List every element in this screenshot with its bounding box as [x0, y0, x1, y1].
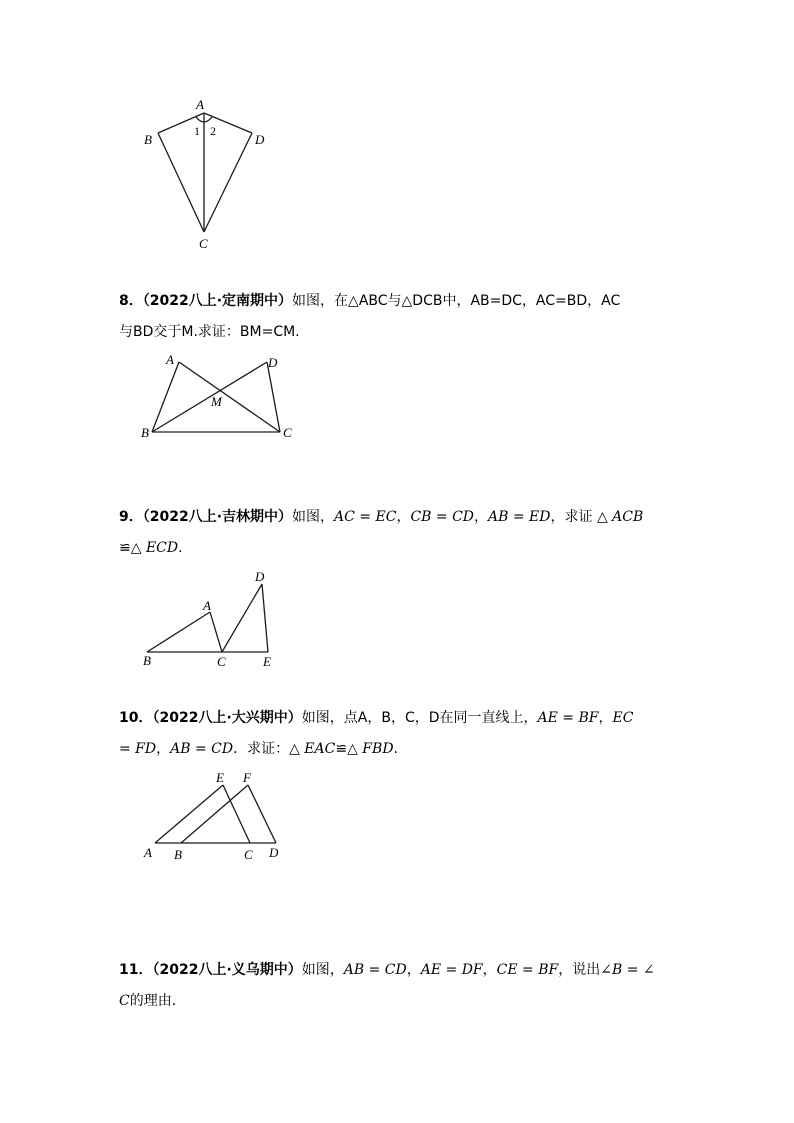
- q8-line-1: [119, 286, 679, 317]
- q10-condition-2a: EC: [612, 710, 634, 726]
- segment-ab: [152, 362, 179, 432]
- q11-number: 11．: [119, 962, 153, 978]
- label-a: A: [144, 845, 152, 860]
- q9-sep-2: ，: [474, 509, 489, 525]
- label-e: E: [216, 770, 224, 785]
- figure-q9: [135, 568, 285, 673]
- label-b: B: [143, 653, 151, 668]
- q9-goal-2: △ ECD: [130, 540, 179, 556]
- q9-line-1: [119, 502, 679, 533]
- label-a: A: [203, 598, 211, 613]
- segment-bc: [158, 133, 204, 232]
- segment-dc: [204, 133, 252, 232]
- question-9: [119, 502, 679, 564]
- q11-line-2: [119, 986, 679, 1017]
- q9-prove-lead: ，求证: [550, 509, 593, 525]
- q10-sep-1: ，: [598, 710, 613, 726]
- q9-condition-2: CB = CD: [410, 509, 475, 525]
- q10-condition-1: AE = BF: [537, 710, 599, 726]
- q8-number: 8．: [119, 293, 143, 309]
- q8-text-1: 如图，在△ABC与△DCB中，AB=DC，AC=BD，AC: [292, 293, 621, 309]
- q10-line-1: [119, 703, 679, 734]
- label-b: B: [174, 847, 182, 862]
- segment-bf: [181, 785, 248, 843]
- label-angle-2: 2: [210, 124, 216, 138]
- q9-condition-1: AC = EC: [334, 509, 397, 525]
- label-angle-1: 1: [194, 124, 200, 138]
- label-b: B: [144, 132, 152, 147]
- q10-source: （2022八上·大兴期中）: [152, 710, 302, 726]
- label-f: F: [243, 770, 251, 785]
- segment-fd: [248, 785, 276, 843]
- q10-text-1: 如图，点A，B，C，D在同一直线上，: [301, 710, 538, 726]
- q11-condition-3: CE = BF: [496, 962, 559, 978]
- label-c: C: [244, 847, 253, 862]
- q9-source: （2022八上·吉林期中）: [142, 509, 293, 525]
- label-c: C: [217, 654, 226, 669]
- label-d: D: [268, 355, 278, 370]
- q10-prove-lead: ．求证：: [233, 741, 290, 757]
- label-c: C: [283, 425, 292, 440]
- q11-condition-1: AB = CD: [343, 962, 407, 978]
- q11-sep-1: ，: [406, 962, 421, 978]
- q9-goal-rel: ≌: [119, 540, 131, 556]
- label-d: D: [269, 845, 279, 860]
- q9-end: .: [178, 540, 183, 556]
- segment-bd: [152, 362, 267, 432]
- q11-sep-2: ，: [482, 962, 497, 978]
- question-8: [119, 286, 679, 348]
- q11-source: （2022八上·义乌期中）: [152, 962, 302, 978]
- q8-text-2: 与BD交于M.求证：BM=CM.: [119, 324, 300, 340]
- q9-number: 9．: [119, 509, 143, 525]
- q9-text-1: 如图，: [292, 509, 335, 525]
- label-c: C: [199, 236, 208, 251]
- q11-goal-1: ∠B = ∠: [600, 962, 655, 978]
- q11-line-1: [119, 955, 679, 986]
- segment-ae: [155, 785, 223, 843]
- segment-ac: [210, 612, 222, 652]
- segment-ba: [147, 612, 210, 652]
- q9-sep-1: ，: [396, 509, 411, 525]
- q9-condition-3: AB = ED: [488, 509, 551, 525]
- segment-ec: [223, 785, 250, 843]
- segment-cd: [267, 362, 280, 432]
- q11-ask-lead: ，说出: [558, 962, 601, 978]
- figure-q7-kite: [130, 90, 280, 260]
- label-m: M: [211, 394, 222, 409]
- question-10: [119, 703, 679, 765]
- q11-end: 的理由．: [129, 993, 186, 1009]
- q10-condition-3: AB = CD: [170, 741, 234, 757]
- segment-ac: [179, 362, 280, 432]
- label-b: B: [141, 425, 149, 440]
- q8-source: （2022八上·定南期中）: [142, 293, 293, 309]
- q10-line-2: [119, 734, 679, 765]
- q9-goal-1: △ ACB: [596, 509, 644, 525]
- q11-condition-2: AE = DF: [420, 962, 483, 978]
- label-a: A: [166, 352, 174, 367]
- q10-goal-1: △ EAC: [289, 741, 336, 757]
- segment-de: [262, 584, 268, 652]
- question-11: [119, 955, 679, 1017]
- q10-sep-2: ，: [156, 741, 171, 757]
- q10-end: .: [393, 741, 398, 757]
- label-d: D: [255, 132, 265, 147]
- q10-number: 10．: [119, 710, 153, 726]
- q11-text-1: 如图，: [301, 962, 344, 978]
- q8-line-2: [119, 317, 679, 348]
- figure-q10: [138, 768, 288, 868]
- q10-goal-rel: ≌: [335, 741, 348, 757]
- label-e: E: [263, 654, 271, 669]
- q9-line-2: [119, 533, 679, 564]
- segment-cd: [222, 584, 262, 652]
- q10-condition-2b: = FD: [119, 741, 157, 757]
- figure-q8: [135, 350, 310, 445]
- label-d: D: [255, 569, 265, 584]
- q10-goal-2: △ FBD: [347, 741, 394, 757]
- label-a: A: [196, 97, 204, 112]
- q11-goal-2: C: [119, 993, 130, 1009]
